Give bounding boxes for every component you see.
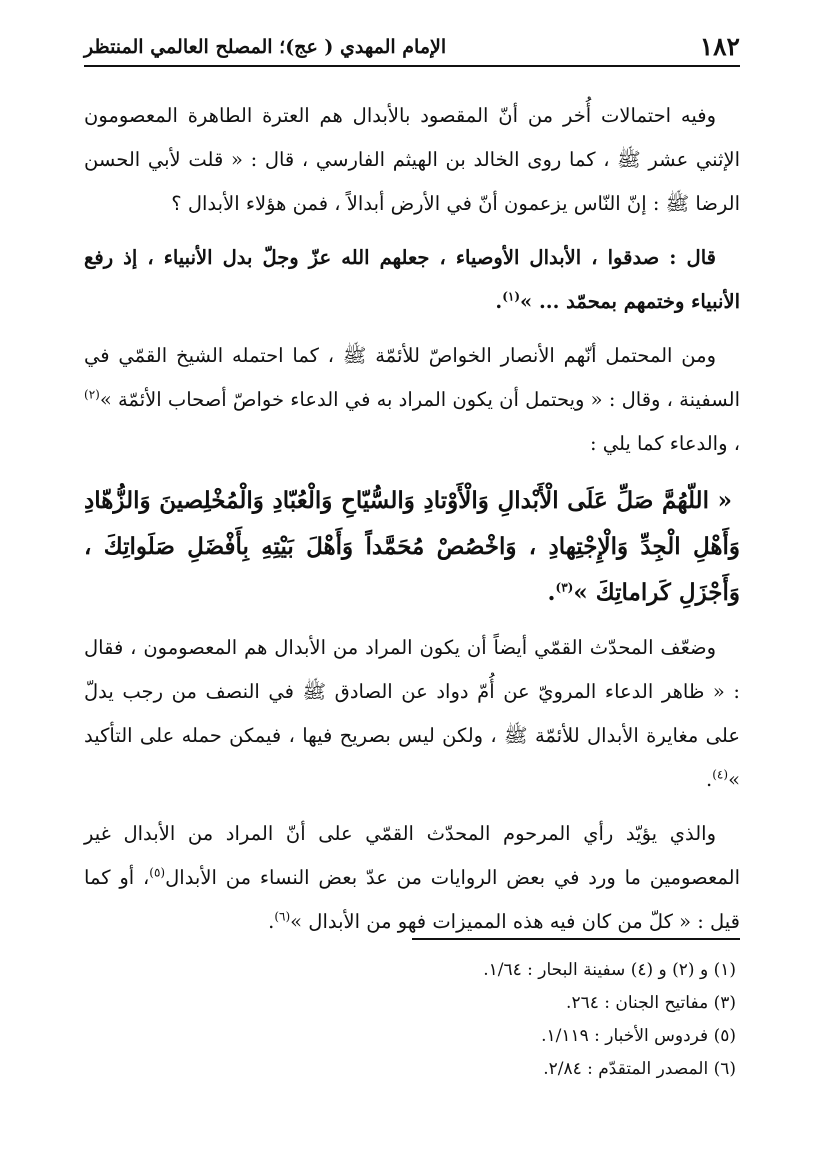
footnote-ref: (٦) (274, 909, 291, 924)
page-body (84, 94, 740, 944)
paragraph-5: والذي يؤيّد رأي المرحوم المحدّث القمّي على أنّ المراد من الأبدال غير المعصومين ما ورد في بعض الروايات من عدّ بعض النساء من الأبدال$^{(٥)}$، أو كما قيل : « كلّ من كان فيه هذه المميزات فهو من الأبدال »$^{(٦)}$. (84, 822, 740, 933)
footnote: (٦) المصدر المتقدّم : ٢/٨٤. (543, 1059, 736, 1079)
page-header (84, 30, 740, 62)
page-number: ١٨٢ (699, 32, 740, 61)
footnote: (٣) مفاتيح الجنان : ٢٦٤. (566, 993, 736, 1013)
paragraph-2: قال : صدقوا ، الأبدال الأوصياء ، جعلهم الله عزّ وجلّ بدل الأنبياء ، إذ رفع الأنبياء وختمهم بمحمّد ... »$^{(١)}$. (84, 246, 740, 313)
footnote-ref: (٤) (712, 767, 729, 782)
footnote-ref: (١) (502, 289, 521, 304)
footnote-ref: (٢) (84, 387, 100, 402)
footnote-rule (412, 938, 740, 940)
paragraph-4: وضعّف المحدّث القمّي أيضاً أن يكون المراد من الأبدال هم المعصومون ، فقال : « ظاهر الدعاء المرويّ عن أُمّ دواد عن الصادق ﷺ في النصف من رجب يدلّ على مغايرة الأبدال للأئمّة ﷺ ، ولكن ليس بصريح فيها ، فيمكن حمله على التأكيد »$^{(٤)}$. (84, 636, 740, 791)
footnote-ref: (٣) (555, 580, 574, 595)
footnote: (١) و (٢) و (٤) سفينة البحار : ١/٦٤. (483, 960, 736, 980)
paragraph-3: ومن المحتمل أنّهم الأنصار الخواصّ للأئمّة ﷺ ، كما احتمله الشيخ القمّي في السفينة ، وقال : « ويحتمل أن يكون المراد به في الدعاء خواصّ أصحاب الأئمّة »$^{(٢)}$ ، والدعاء كما يلي : (84, 344, 740, 455)
header-rule (84, 65, 740, 67)
footnote-ref: (٥) (149, 865, 166, 880)
running-title: الإمام المهدي ( عج)؛ المصلح العالمي المنتظر (84, 36, 447, 58)
footnote: (٥) فردوس الأخبار : ١/١١٩. (541, 1026, 736, 1046)
paragraph-1: وفيه احتمالات أُخر من أنّ المقصود بالأبدال هم العترة الطاهرة المعصومون الإثني عشر ﷺ ، كما روى الخالد بن الهيثم الفارسي ، قال : « قلت لأبي الحسن الرضا ﷺ : إنّ النّاس يزعمون أنّ في الأرض أبدالاً ، فمن هؤلاء الأبدال ؟ (84, 104, 740, 215)
footnotes (84, 954, 740, 1086)
prayer-text: « اللّهُمَّ صَلِّ عَلَى الْأَبْدالِ وَالْأَوْتادِ وَالسُّيّاحِ وَالْعُبّادِ وَالْمُخْلِصينَ وَالزُّهّادِ وَأَهْلِ الْجِدِّ وَالْإِجْتِهادِ ، وَاخْصُصْ مُحَمَّداً وَأَهْلَ بَيْتِهِ بِأَفْضَلِ صَلَواتِكَ ، وَأَجْزَلِ كَراماتِكَ »$^{(٣)}$. (84, 487, 740, 606)
